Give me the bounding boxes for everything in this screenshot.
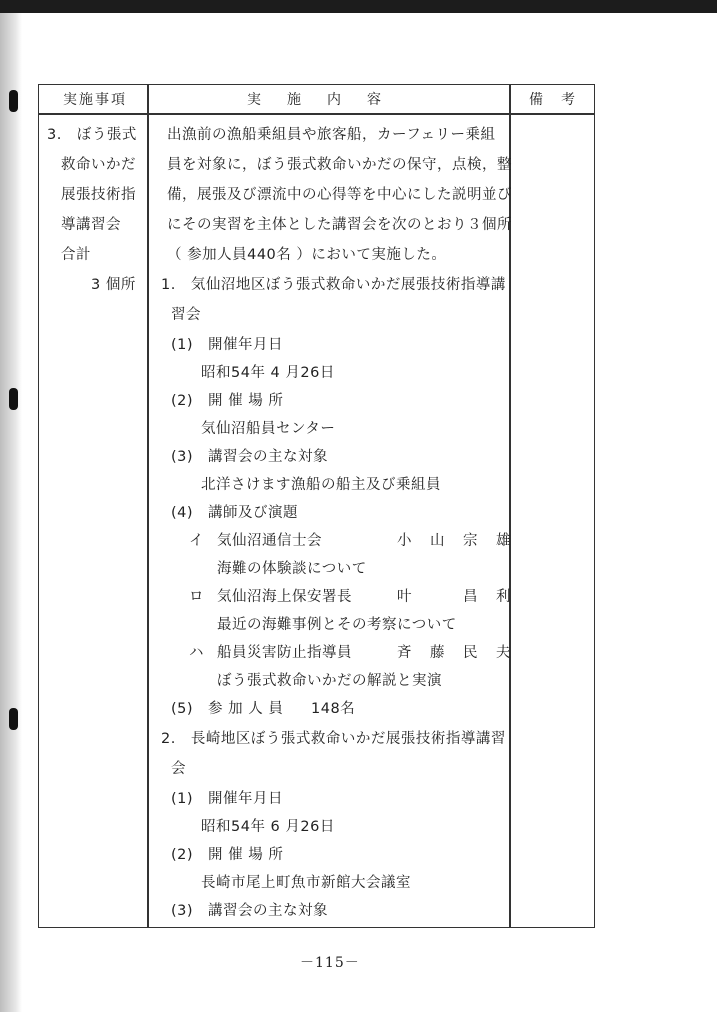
lecturer-topic: ぼう張式救命いかだの解説と実演 [217, 673, 442, 689]
intro-line: 備，展張及び漂流中の心得等を中心にした説明並び [167, 187, 512, 203]
section2-title-cont: 会 [171, 761, 186, 777]
lecturer-role: 気仙沼通信士会 [217, 533, 322, 549]
lecturer-name: 叶 昌 利 [397, 589, 513, 605]
section1-title-cont: 習会 [171, 307, 201, 323]
lecturer-name: 小 山 宗 雄 [397, 533, 513, 549]
lecturer-role: 船員災害防止指導員 [217, 645, 352, 661]
date-value: 昭和54年 6 月26日 [201, 819, 335, 835]
place-value: 長崎市尾上町魚市新館大会議室 [201, 875, 411, 891]
lecturer-topic: 最近の海難事例とその考察について [217, 617, 457, 633]
lecturer-mark: イ [189, 533, 204, 549]
column-divider [509, 85, 511, 927]
header-content: 実 施 内 容 [247, 92, 387, 108]
header-item: 実施事項 [63, 92, 127, 108]
binder-hole [9, 90, 18, 112]
binder-hole [9, 708, 18, 730]
lecturer-role: 気仙沼海上保安署長 [217, 589, 352, 605]
lecturers-label: (4) 講師及び演題 [171, 505, 299, 521]
item-line: 救命いかだ [61, 157, 136, 173]
lecturer-mark: ロ [189, 589, 204, 605]
scan-binding-edge [0, 13, 22, 1012]
attendance-label: (5) 参 加 人 員 [171, 701, 284, 717]
place-label: (2) 開 催 場 所 [171, 847, 284, 863]
place-label: (2) 開 催 場 所 [171, 393, 284, 409]
lecturer-name: 斉 藤 民 夫 [397, 645, 513, 661]
target-value: 北洋さけます漁船の船主及び乗組員 [201, 477, 441, 493]
header-divider [39, 113, 594, 115]
section2-title: 2. 長崎地区ぼう張式救命いかだ展張技術指導講習 [161, 731, 506, 747]
date-label: (1) 開催年月日 [171, 337, 284, 353]
page-number: －115－ [300, 955, 360, 971]
attendance-value: 148名 [311, 701, 356, 717]
scan-top-edge [0, 0, 717, 13]
target-label: (3) 講習会の主な対象 [171, 903, 329, 919]
intro-line: 員を対象に，ぼう張式救命いかだの保守，点検，整 [167, 157, 512, 173]
section1-title: 1. 気仙沼地区ぼう張式救命いかだ展張技術指導講 [161, 277, 506, 293]
item-count: 3 個所 [91, 277, 136, 293]
header-remarks: 備 考 [529, 92, 577, 108]
place-value: 気仙沼船員センター [201, 421, 336, 437]
item-line: 展張技術指 [61, 187, 136, 203]
report-table [38, 84, 595, 928]
item-line: 合計 [61, 247, 91, 263]
date-value: 昭和54年 4 月26日 [201, 365, 335, 381]
intro-line: （ 参加人員440名 ）において実施した。 [167, 247, 447, 263]
item-line: 導講習会 [61, 217, 121, 233]
item-line: 3. ぼう張式 [47, 127, 137, 143]
column-divider [147, 85, 149, 927]
target-label: (3) 講習会の主な対象 [171, 449, 329, 465]
date-label: (1) 開催年月日 [171, 791, 284, 807]
binder-hole [9, 388, 18, 410]
lecturer-topic: 海難の体験談について [217, 561, 367, 577]
lecturer-mark: ハ [189, 645, 204, 661]
intro-line: にその実習を主体とした講習会を次のとおり３個所 [167, 217, 512, 233]
intro-line: 出漁前の漁船乗組員や旅客船，カーフェリー乗組 [167, 127, 496, 143]
